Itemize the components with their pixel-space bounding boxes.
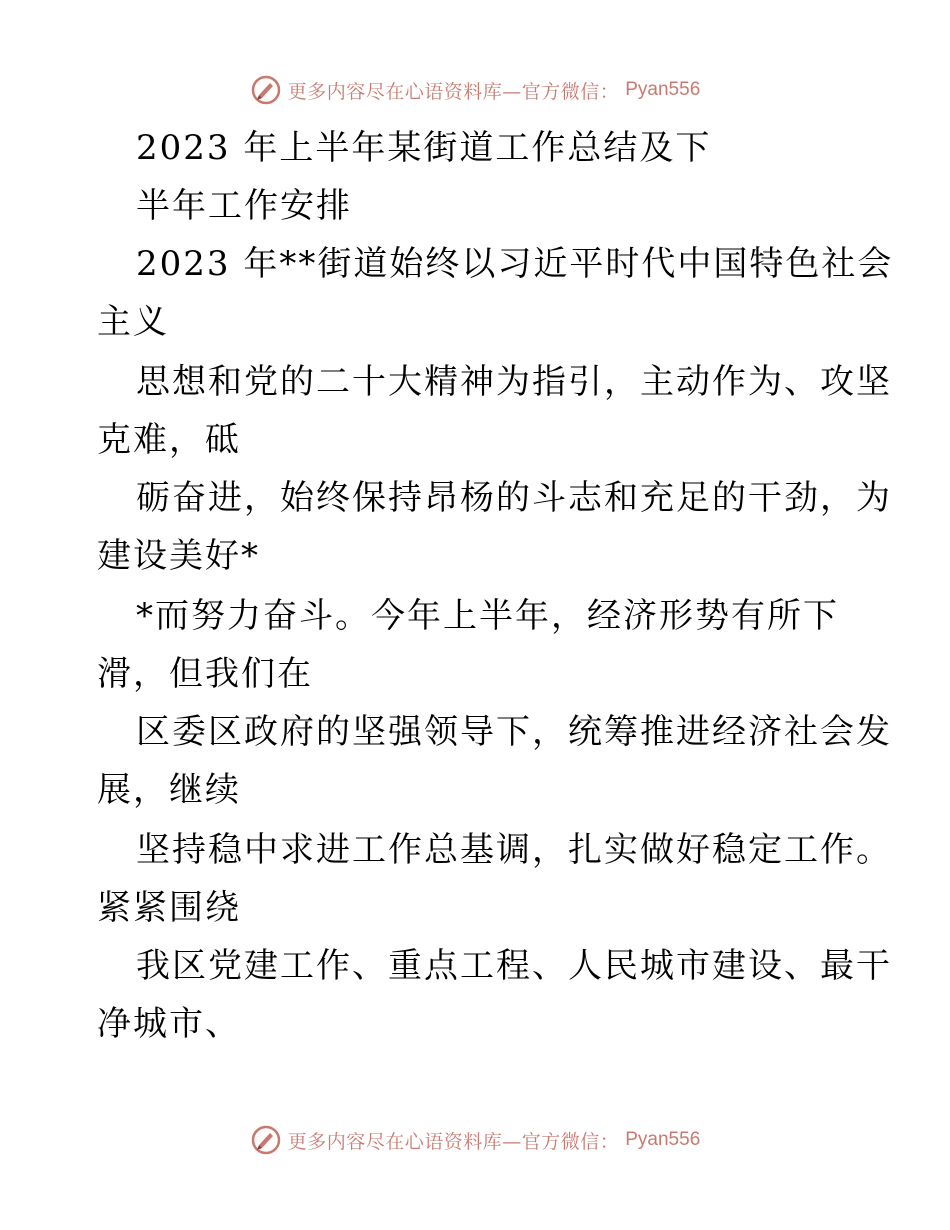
- watermark-account: Pyan556: [625, 79, 701, 100]
- footer-watermark: [0, 1120, 950, 1160]
- hand-pen-logo-icon: [250, 74, 282, 106]
- paragraph-line: 紧紧围绕: [97, 888, 241, 928]
- watermark-text: 更多内容尽在心语资料库—官方微信：: [287, 1130, 620, 1153]
- paragraph-line: 展，继续: [97, 770, 241, 810]
- watermark-text: 更多内容尽在心语资料库—官方微信：: [287, 80, 620, 103]
- paragraph-line: 区委区政府的坚强领导下，统筹推进经济社会发: [136, 712, 892, 752]
- document-title-line-2: 半年工作安排: [136, 186, 352, 226]
- paragraph-line: 克难，砥: [97, 420, 241, 460]
- watermark-account: Pyan556: [625, 1129, 701, 1150]
- paragraph-line: 净城市、: [97, 1004, 241, 1044]
- paragraph-line: 建设美好*: [97, 536, 260, 576]
- header-watermark: [0, 70, 950, 110]
- hand-pen-logo-icon: [250, 1124, 282, 1156]
- paragraph-line: 2023 年**街道始终以习近平时代中国特色社会: [136, 244, 894, 284]
- paragraph-line: 我区党建工作、重点工程、人民城市建设、最干: [136, 946, 892, 986]
- paragraph-line: 砺奋进，始终保持昂杨的斗志和充足的干劲，为: [136, 478, 892, 518]
- paragraph-line: *而努力奋斗。今年上半年，经济形势有所下: [136, 596, 839, 636]
- paragraph-line: 坚持稳中求进工作总基调，扎实做好稳定工作。: [136, 830, 892, 870]
- document-title-line-1: 2023 年上半年某街道工作总结及下: [136, 128, 712, 168]
- paragraph-line: 滑，但我们在: [97, 654, 313, 694]
- paragraph-line: 思想和党的二十大精神为指引，主动作为、攻坚: [136, 362, 892, 402]
- paragraph-line: 主义: [97, 302, 169, 342]
